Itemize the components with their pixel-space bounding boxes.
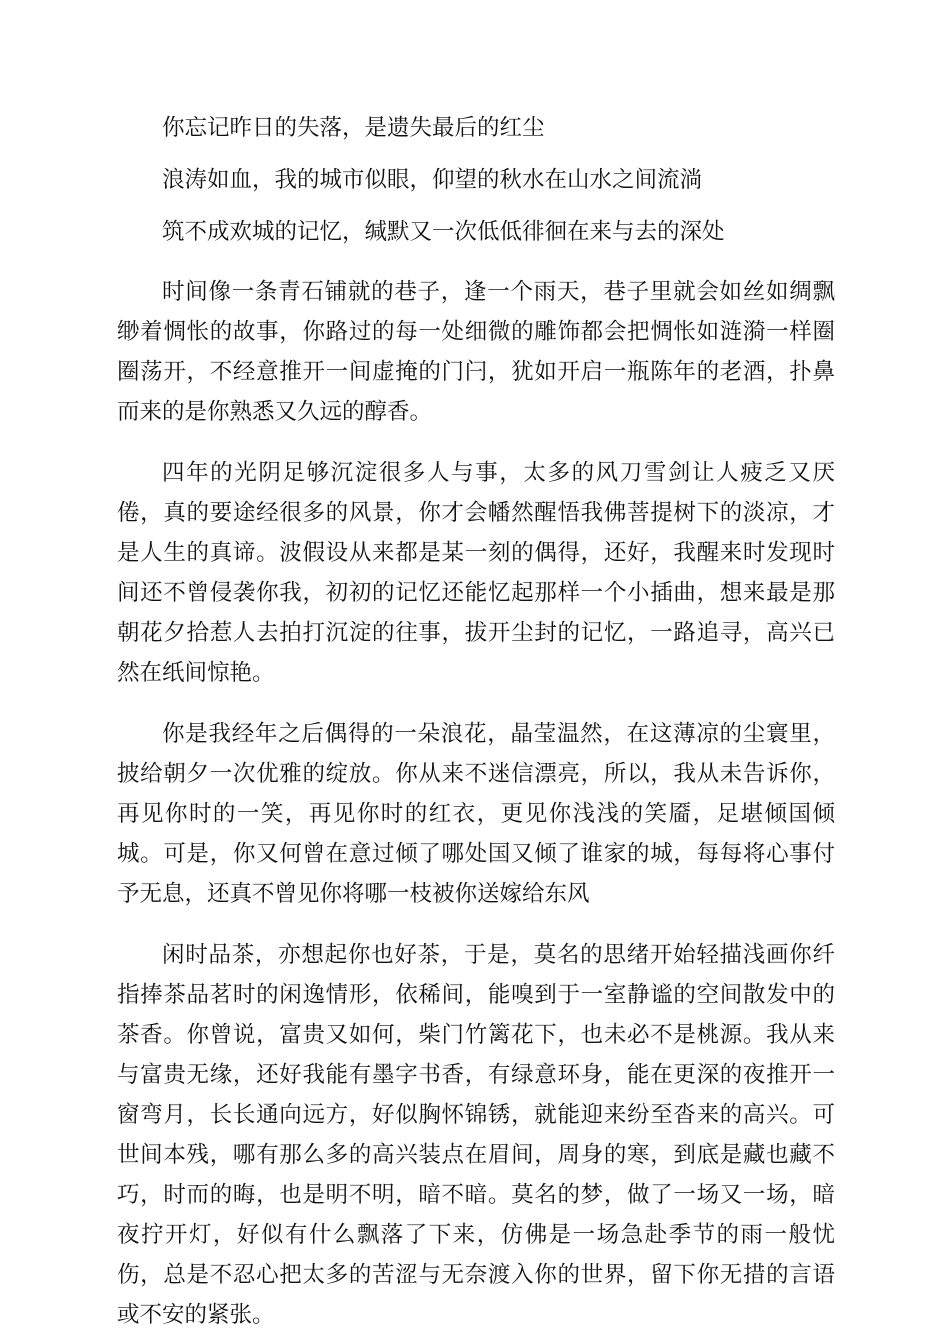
paragraph-2: 四年的光阴足够沉淀很多人与事，太多的风刀雪剑让人疲乏又厌倦，真的要途经很多的风景，你才会幡然醒悟我佛菩提树下的淡凉，才是人生的真谛。波假设从来都是某一刻的偶得，还好，我醒来时发现时间还不曾侵袭你我，初初的记忆还能忆起那样一个小插曲，想来最是那朝花夕拾惹人去拍打沉淀的往事，拔开尘封的记忆，一路追寻，高兴已然在纸间惊艳。 <box>117 460 835 686</box>
verse-line-1: 你忘记昨日的失落，是遗失最后的红尘 <box>162 115 545 141</box>
verse-line-2: 浪涛如血，我的城市似眼，仰望的秋水在山水之间流淌 <box>162 167 703 193</box>
verse-line-3: 筑不成欢城的记忆，缄默又一次低低徘徊在来与去的深处 <box>162 219 725 245</box>
paragraph-4: 闲时品茶，亦想起你也好茶，于是，莫名的思绪开始轻描浅画你纤指捧茶品茗时的闲逸情形，依稀间，能嗅到于一室静谧的空间散发中的茶香。你曾说，富贵又如何，柴门竹篱花下，也未必不是桃源。我从来与富贵无缘，还好我能有墨字书香，有绿意环身，能在更深的夜推开一窗弯月，长长通向远方，好似胸怀锦锈，就能迎来纷至沓来的高兴。可世间本残，哪有那么多的高兴装点在眉间，周身的寒，到底是藏也藏不巧，时而的晦，也是明不明，暗不暗。莫名的梦，做了一场又一场，暗夜拧开灯，好似有什么飘落了下来，仿佛是一场急赴季节的雨一般忧伤，总是不忍心把太多的苦涩与无奈渡入你的世界，留下你无措的言语或不安的紧张。 <box>117 942 835 1328</box>
paragraph-3: 你是我经年之后偶得的一朵浪花，晶莹温然，在这薄凉的尘寰里，披给朝夕一次优雅的绽放。你从来不迷信漂亮，所以，我从未告诉你，再见你时的一笑，再见你时的红衣，更见你浅浅的笑靥，足堪倾国倾城。可是，你又何曾在意过倾了哪处国又倾了谁家的城，每每将心事付予无息，还真不曾见你将哪一枝被你送嫁给东风 <box>117 721 835 907</box>
document-body <box>117 108 835 1335</box>
paragraph-1: 时间像一条青石铺就的巷子，逢一个雨天，巷子里就会如丝如绸飘缈着惆怅的故事，你路过的每一处细微的雕饰都会把惆怅如涟漪一样圈圈荡开，不经意推开一间虚掩的门闩，犹如开启一瓶陈年的老酒，扑鼻而来的是你熟悉又久远的醇香。 <box>117 279 835 425</box>
